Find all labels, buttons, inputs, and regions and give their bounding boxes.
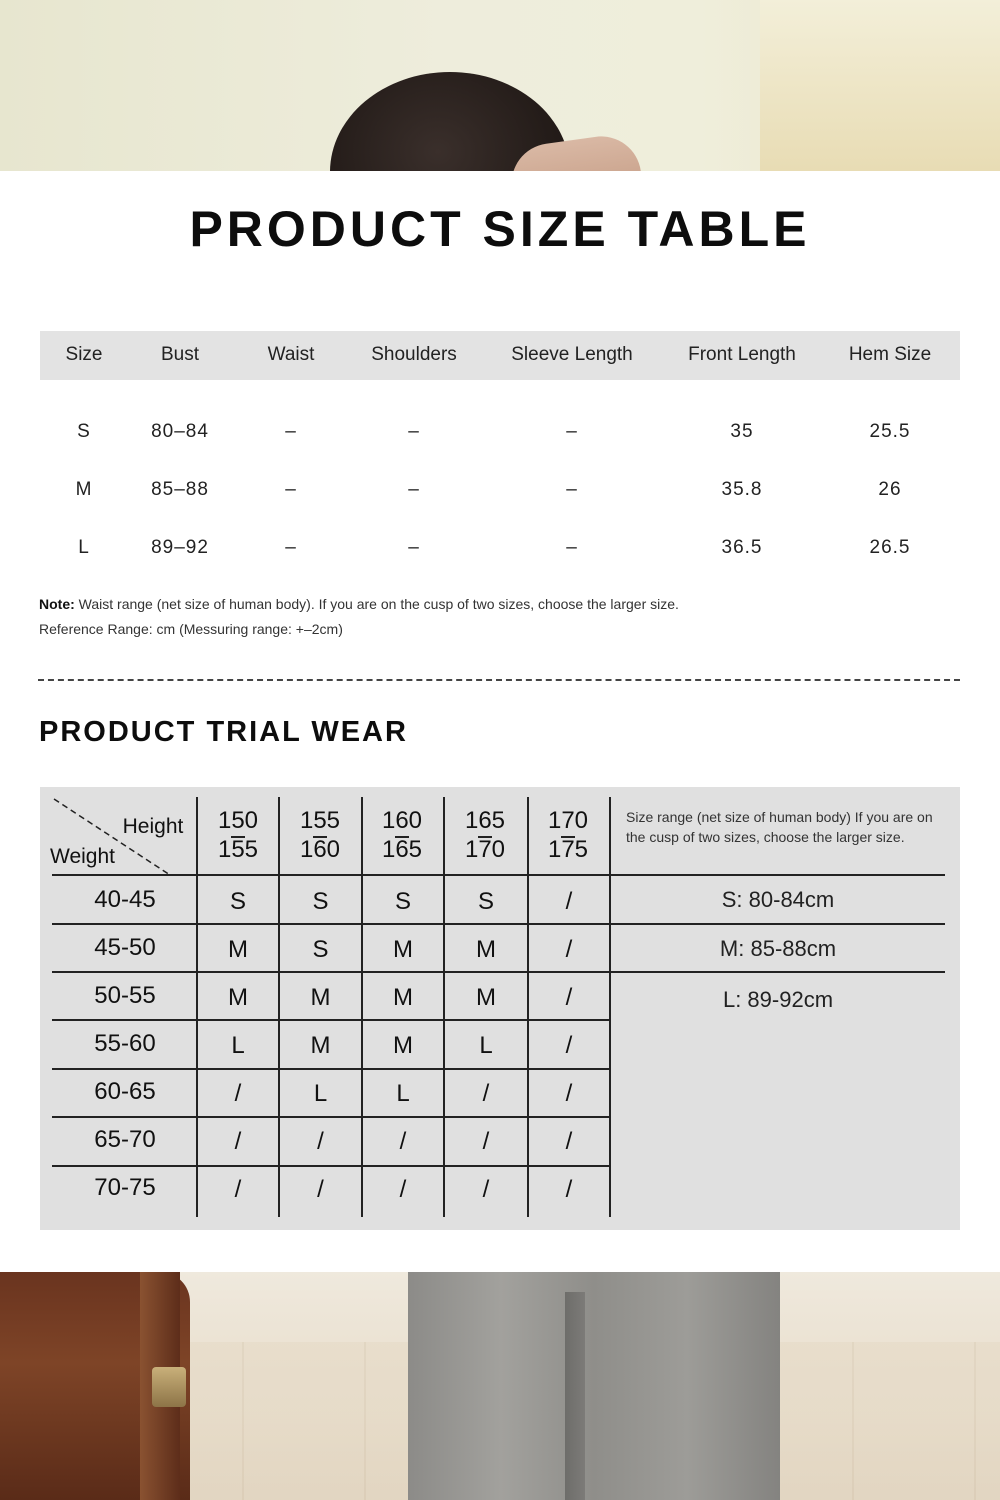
waist-cell: – [285, 421, 297, 442]
bust-cell: 89–92 [151, 537, 209, 558]
fit-cell: / [317, 1176, 324, 1203]
size-range-s: S: 80-84cm [721, 887, 835, 912]
grid-hline [52, 874, 945, 876]
size-cell: S [77, 421, 91, 442]
fit-cell: / [565, 984, 573, 1011]
front-length-cell: 36.5 [721, 537, 763, 558]
fit-cell: L [479, 1032, 493, 1059]
trial-wear-title: PRODUCT TRIAL WEAR [39, 716, 408, 748]
fit-cell: / [565, 1176, 573, 1203]
shoulders-cell: – [408, 479, 420, 500]
note-text: Waist range (net size of human body). If you are on the cusp of two sizes, choose the larger size. [74, 596, 679, 612]
fit-cell: / [482, 1176, 490, 1203]
fit-cell: / [399, 1176, 407, 1203]
fit-cell: S [477, 888, 494, 915]
shoulders-cell: – [408, 421, 420, 442]
sleeve-cell: – [566, 421, 578, 442]
size-range-info: Size range (net size of human body) If you are on the cusp of two sizes, choose the larger size. [626, 809, 933, 845]
bust-cell: 85–88 [151, 479, 209, 500]
fit-cell: S [394, 888, 411, 915]
height-col-3: 160 165 [381, 807, 423, 863]
section-divider [38, 679, 960, 681]
size-table-header [40, 331, 960, 380]
size-cell: L [78, 537, 90, 558]
header-size: Size [65, 344, 103, 365]
waist-cell: – [285, 479, 297, 500]
page-title: PRODUCT SIZE TABLE [189, 201, 811, 257]
grid-hline [52, 1165, 611, 1167]
fit-cell: / [234, 1080, 242, 1107]
grey-trousers [408, 1272, 780, 1500]
fit-cell: / [565, 1128, 573, 1155]
header-waist: Waist [267, 344, 315, 365]
weight-row-label: 60-65 [94, 1078, 156, 1105]
fit-cell: S [312, 888, 329, 915]
bottom-photo [0, 1272, 1000, 1500]
weight-row-label: 65-70 [94, 1126, 156, 1153]
trial-wear-table [40, 787, 960, 1230]
size-cell: M [75, 479, 93, 500]
trouser-gap [565, 1292, 585, 1500]
hem-cell: 26.5 [869, 537, 911, 558]
weight-row-label: 50-55 [94, 982, 156, 1009]
fit-cell: M [310, 1032, 331, 1059]
note-line [39, 596, 679, 612]
fit-cell: / [234, 1128, 242, 1155]
grid-hline [52, 971, 945, 973]
corner-weight-label: Weight [50, 845, 115, 868]
fit-cell: / [565, 1080, 573, 1107]
height-col-1: 150 155 [217, 807, 259, 863]
fit-cell: M [310, 984, 331, 1011]
hem-cell: 25.5 [869, 421, 911, 442]
chair-hinge [152, 1367, 186, 1407]
height-col-5: 170 175 [547, 807, 589, 863]
fit-cell: / [565, 936, 573, 963]
sleeve-cell: – [566, 537, 578, 558]
grid-hline [52, 1116, 611, 1118]
grid-hline [52, 1019, 611, 1021]
grid-hline [52, 923, 945, 925]
fit-cell: M [476, 936, 496, 963]
front-length-cell: 35 [730, 421, 754, 442]
header-bust: Bust [160, 344, 200, 365]
fit-cell: L [313, 1080, 328, 1107]
fit-cell: M [393, 984, 413, 1011]
fit-cell: S [229, 888, 246, 915]
front-length-cell: 35.8 [721, 479, 763, 500]
height-col-2: 155 160 [299, 807, 341, 863]
fit-cell: M [393, 1032, 413, 1059]
size-range-l: L: 89-92cm [722, 987, 834, 1012]
height-col-4: 165 170 [464, 807, 506, 863]
weight-row-label: 70-75 [94, 1174, 156, 1201]
size-range-m: M: 85-88cm [719, 936, 837, 961]
note-label: Note: [39, 596, 75, 612]
weight-row-label: 45-50 [94, 934, 156, 961]
top-photo [0, 0, 1000, 171]
header-front-length: Front Length [688, 344, 796, 365]
fit-cell: / [482, 1080, 490, 1107]
bust-cell: 80–84 [151, 421, 209, 442]
fit-cell: / [317, 1128, 324, 1155]
weight-row-label: 40-45 [94, 886, 156, 913]
fit-cell: L [231, 1032, 245, 1059]
fit-cell: / [399, 1128, 407, 1155]
fit-cell: / [565, 888, 573, 915]
fit-cell: M [228, 936, 248, 963]
fit-cell: M [476, 984, 496, 1011]
fit-cell: / [482, 1128, 490, 1155]
waist-cell: – [285, 537, 297, 558]
reference-range: Reference Range: cm (Messuring range: +–2cm) [39, 621, 343, 637]
fit-cell: / [234, 1176, 242, 1203]
fit-cell: S [312, 936, 329, 963]
fit-cell: / [565, 1032, 573, 1059]
shoulders-cell: – [408, 537, 420, 558]
wall-light [760, 0, 1000, 171]
hem-cell: 26 [878, 479, 902, 500]
fit-cell: M [228, 984, 248, 1011]
fit-cell: M [393, 936, 413, 963]
header-shoulders: Shoulders [371, 344, 457, 365]
header-hem-size: Hem Size [848, 344, 932, 365]
corner-height-label: Height [122, 815, 184, 838]
sleeve-cell: – [566, 479, 578, 500]
fit-cell: L [396, 1080, 410, 1107]
header-sleeve-length: Sleeve Length [511, 344, 633, 365]
grid-hline [52, 1068, 611, 1070]
weight-row-label: 55-60 [94, 1030, 156, 1057]
